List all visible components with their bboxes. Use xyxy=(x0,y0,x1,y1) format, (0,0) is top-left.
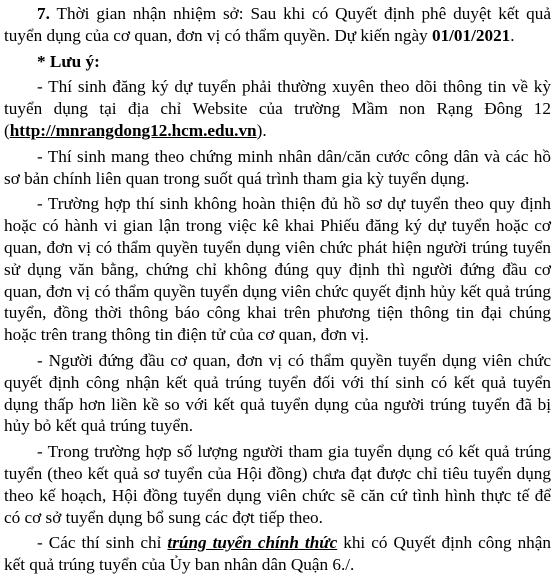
expected-date: 01/01/2021 xyxy=(431,25,511,45)
note-4-paragraph: - Người đứng đầu cơ quan, đơn vị có thẩm quyền tuyển dụng viên chức quyết định công nhận kết quả trúng tuyển đối với thí sinh có kết quả tuyển dụng thấp hơn liền kề so với kết quả tuyển dụng của người trúng tuyển đã bị hủy bỏ kết quả trúng tuyển. xyxy=(4,350,551,436)
note-1-paragraph xyxy=(4,76,551,141)
website-link[interactable]: http://mnrangdong12.hcm.edu.vn xyxy=(9,120,257,140)
section-number: 7. xyxy=(37,4,50,23)
section-7-text: Thời gian nhận nhiệm sở: Sau khi có Quyết định phê duyệt kết quả tuyển dụng của cơ quan, đơn vị có thẩm quyền. Dự kiến ngày xyxy=(4,4,551,45)
note-3-paragraph: - Trường hợp thí sinh không hoàn thiện đủ hồ sơ dự tuyển theo quy định hoặc có hành vi gian lận trong việc kê khai Phiếu đăng ký dự tuyển hoặc cơ quan, đơn vị có thẩm quyền tuyển dụng viên chức phát hiện người trúng tuyển sử dụng văn bằng, chứng chỉ không đúng quy định thì người đứng đầu cơ quan, đơn vị có thẩm quyền tuyển dụng viên chức quyết định hủy kết quả trúng tuyển, đồng thời thông báo công khai trên phương tiện thông tin đại chúng hoặc trên trang thông tin điện tử của cơ quan, đơn vị. xyxy=(4,194,551,345)
note-2-paragraph: - Thí sinh mang theo chứng minh nhân dân/căn cước công dân và các hồ sơ bản chính liên quan trong suốt quá trình tham gia kỳ tuyển dụng. xyxy=(4,146,551,188)
note-6-paragraph xyxy=(4,532,551,576)
notes-heading: * Lưu ý: xyxy=(37,51,100,71)
note-5-paragraph: - Trong trường hợp số lượng người tham gia tuyển dụng có kết quả trúng tuyển (theo kết quả sơ tuyển của Hội đồng) chưa đạt được chỉ tiêu tuyển dụng theo kế hoạch, Hội đồng tuyển dụng viên chức sẽ căn cứ tình hình thực tế để có cơ sở tuyển dụng bổ sung các đợt tiếp theo. xyxy=(4,442,551,527)
section-7-paragraph xyxy=(4,3,551,47)
note-6-start: - Các thí sinh chỉ xyxy=(37,533,168,553)
note-1-end: ). xyxy=(256,120,267,140)
section-7-end: . xyxy=(510,25,515,45)
official-result-emphasis: trúng tuyển chính thức xyxy=(167,533,338,553)
notes-heading-paragraph xyxy=(4,51,551,73)
note-6-end: khi có Quyết định công nhận kết quả trúng tuyển của Ủy ban nhân dân Quận 6./. xyxy=(4,533,551,575)
note-1-text: - Thí sinh đăng ký dự tuyển phải thường xuyên theo dõi thông tin về kỳ tuyển dụng tại địa chỉ Website của trường Mầm non Rạng Đông 12 ( xyxy=(4,77,551,140)
